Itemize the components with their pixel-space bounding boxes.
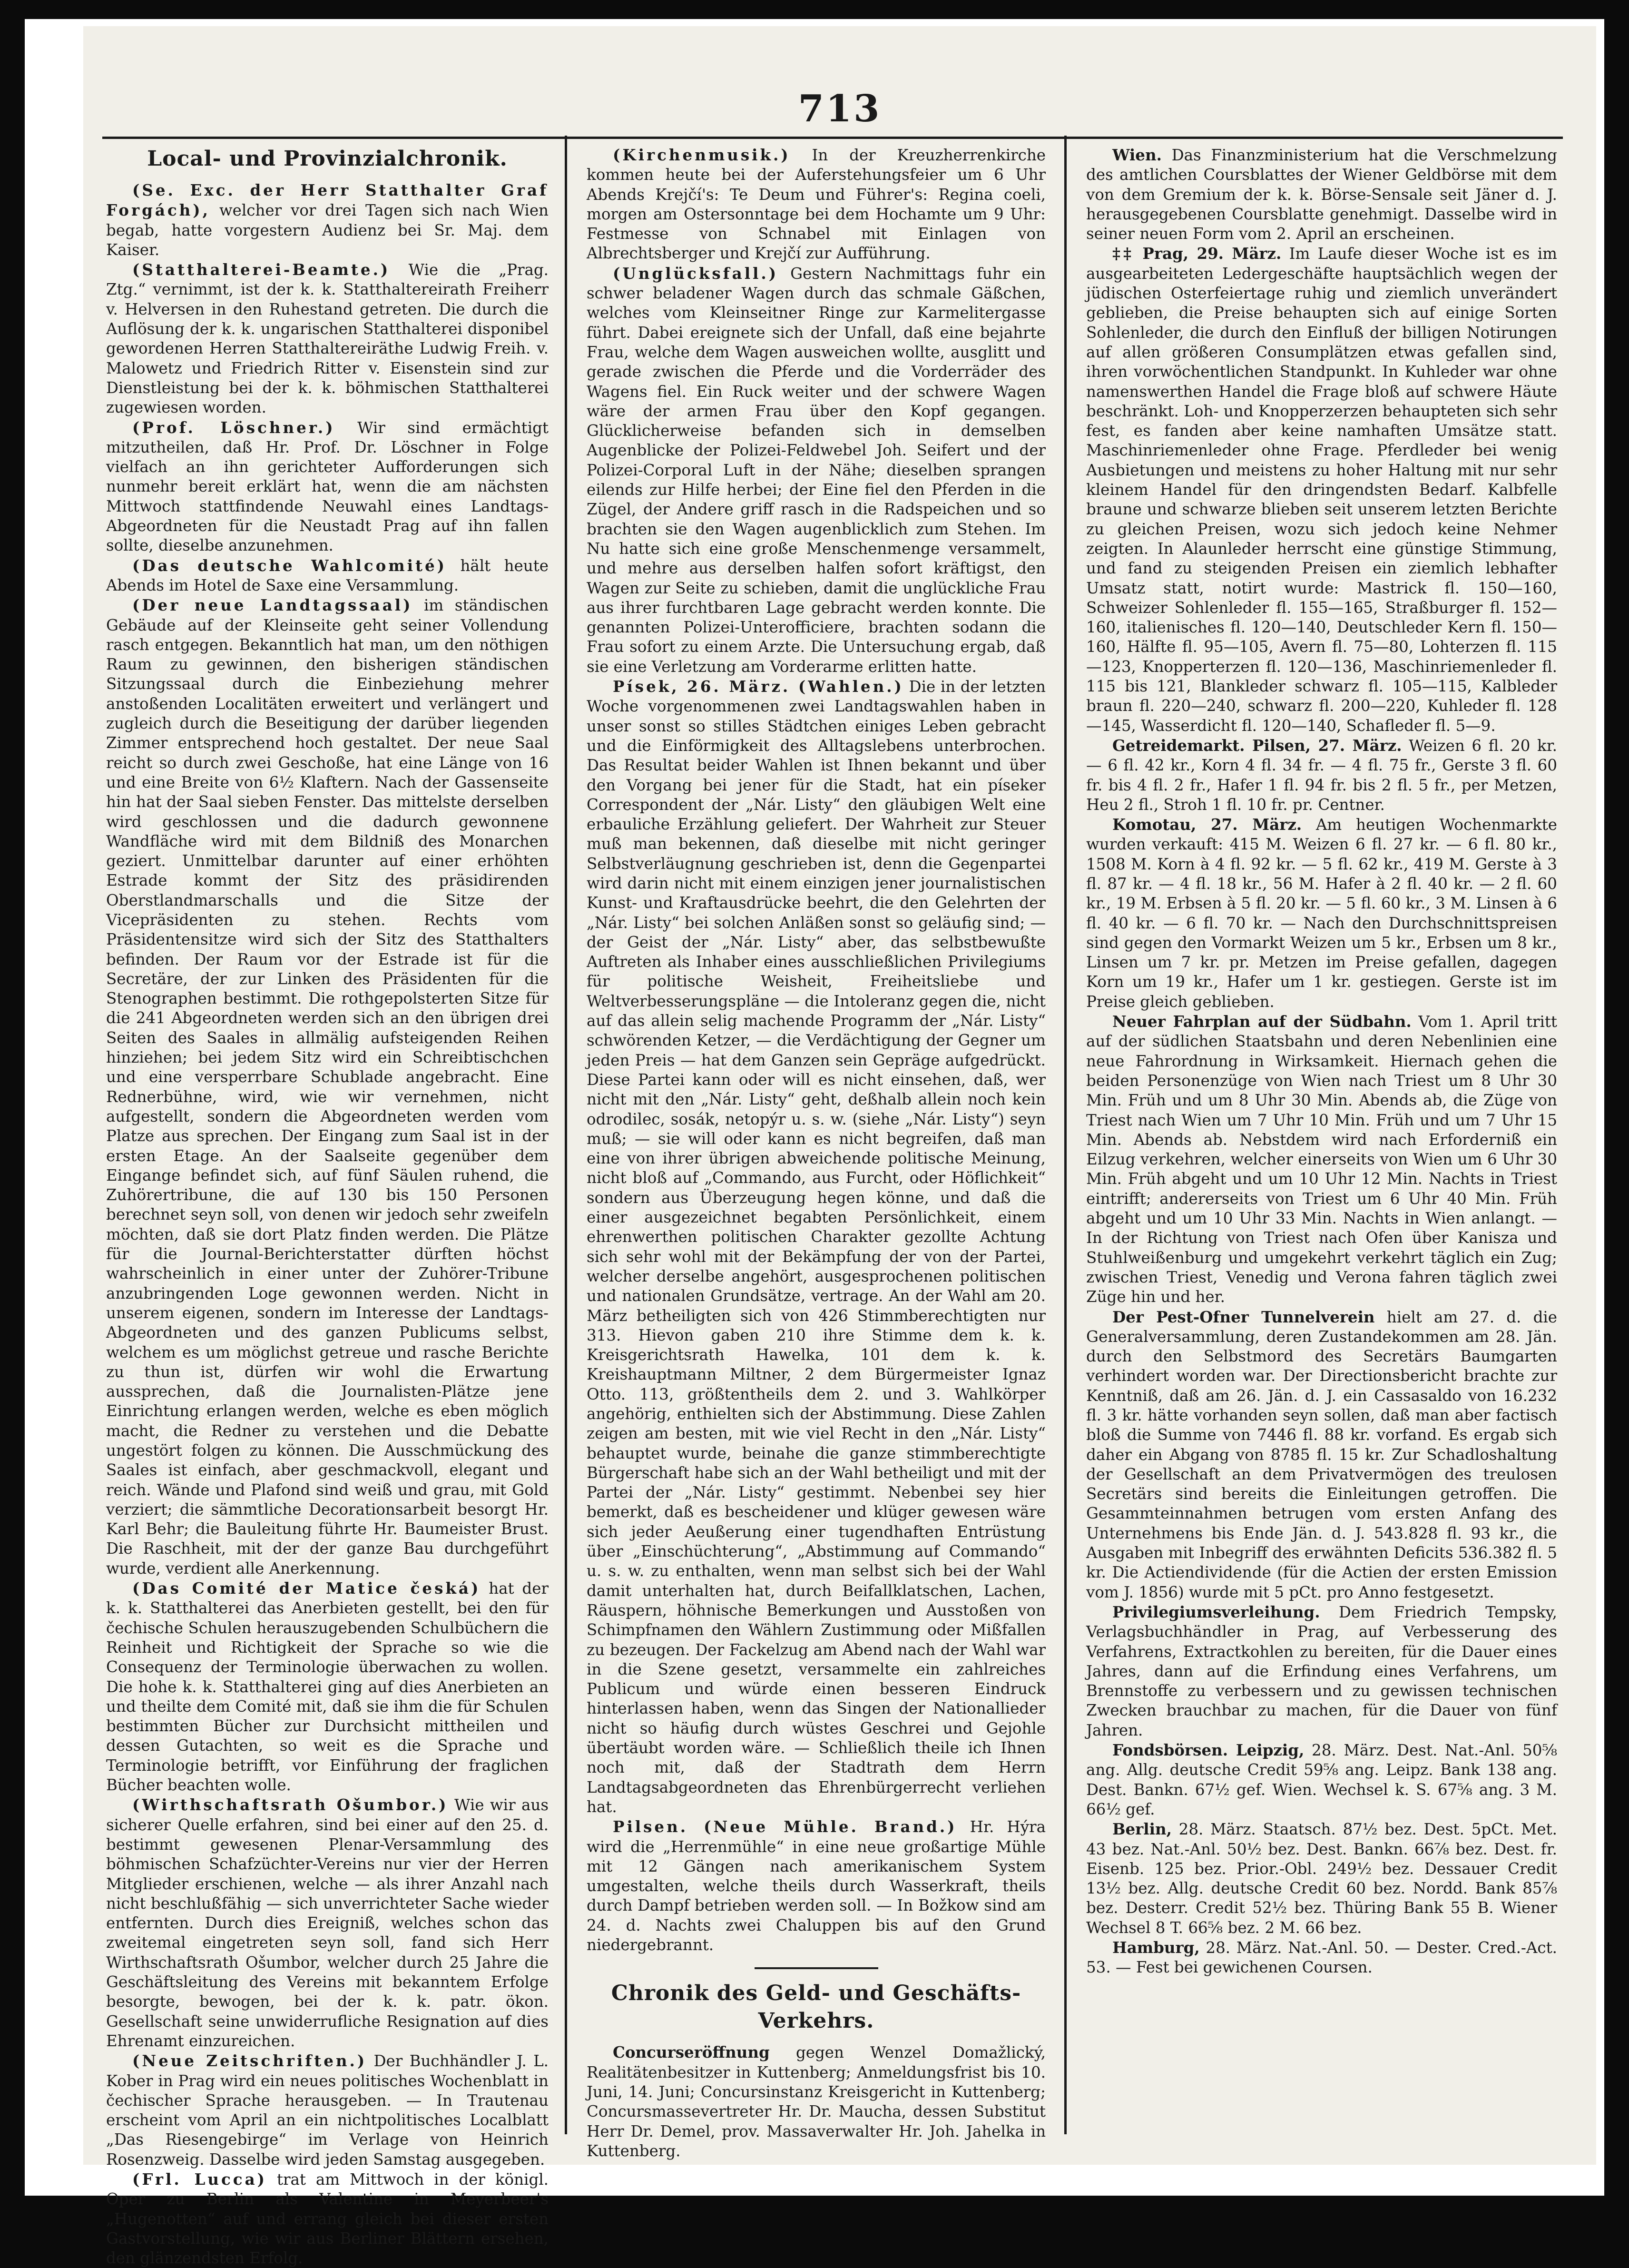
article bbox=[1086, 145, 1557, 244]
article-text: 28. März. Dest. Nat.-Anl. 50⅝ ang. Allg. deutsche Credit 59⅝ ang. Leipz. Bank 138 ang. Dest. Bankn. 67½ gef. Wien. Wechsel k. S. 67⅝ ang. 3 M. 66½ gef. bbox=[1086, 1741, 1557, 1818]
article bbox=[587, 264, 1046, 677]
article-text: Die in der letzten Woche vorgenommenen zwei Landtagswahlen haben in unser sonst so stilles Städtchen einiges Leben gebracht und die Einförmigkeit des Alltagslebens unterbrochen. Das Resultat beider Wahlen ist Ihnen bekannt und über den Vorgang bei jener für die Stadt, hat ein píseker Correspondent der „Nár. Listy“ den gläubigen Welt eine erbauliche Erzählung geliefert. Der Wahrheit zur Steuer muß man bekennen, daß dieselbe mit nicht geringer Selbstverläugnung geschrieben ist, denn die Gegenpartei wird darin nicht mit einem einzigen jener journalistischen Kunst- und Kraftausdrücke beehrt, die den Gelehrten der „Nár. Listy“ bei solchen Anläßen sonst so geläufig sind; — der Geist der „Nár. Listy“ aber, das selbstbewußte Auftreten als Inhaber eines ausschließlichen Privilegiums für politische Weisheit, Freiheitsliebe und Weltverbesserungspläne — die Intoleranz gegen die, nicht auf das allein selig machende Programm der „Nár. Listy“ schwörenden Ketzer, — die Verdächtigung der Gegner um jeden Preis — hat dem Ganzen sein Gepräge aufgedrückt. Diese Partei kann oder will es nicht einsehen, daß, wer nicht mit den „Nár. Listy“ geht, deßhalb allein noch kein odrodilec, sosák, netopýr u. s. w. (siehe „Nár. Listy“) seyn muß; — sie will oder kann es nicht begreifen, daß man eine von ihrer übrigen abweichende politische Meinung, nicht bloß auf „Commando, aus Furcht, oder Höflichkeit“ sondern aus Überzeugung hegen könne, und daß die einer ausgezeichnet begabten Persönlichkeit, einem ehrenwerthen politischen Charakter gezollte Achtung sich sehr wohl mit der Bekämpfung der von der Partei, welcher derselbe angehört, ausgesprochenen politischen und nationalen Grundsätze, vertrage. An der Wahl am 20. März betheiligten sich von 426 Stimmberechtigten nur 313. Hievon gaben 210 ihre Stimme dem k. k. Kreisgerichtsrath Hawelka, 101 dem k. k. Kreishauptmann Miltner, 2 dem Bürgermeister Ignaz Otto. 113, größtentheils dem 2. und 3. Wahlkörper angehörig, enthielten sich der Abstimmung. Diese Zahlen zeigen am besten, mit wie viel Recht in den „Nár. Listy“ behauptet wurde, beinahe die ganze stimmberechtigte Bürgerschaft habe sich an der Wahl betheiligt und mit der Partei der „Nár. Listy“ gestimmt. Nebenbei sey hier bemerkt, daß es bescheidener und klüger gewesen wäre sich jeder Aeußerung einer tugendhaften Entrüstung über „Einschüchterung“, „Abstimmung auf Commando“ u. s. w. zu enthalten, wenn man selbst sich bei der Wahl damit unterhalten hat, durch Beifallklatschen, Lachen, Räuspern, höhnische Bemerkungen und Ausstoßen von Schimpfnamen den Wählern Zustimmung oder Mißfallen zu bezeugen. Der Fackelzug am Abend nach der Wahl war in die Szene gesetzt, versammelte ein zahlreiches Publicum und würde einen besseren Eindruck hinterlassen haben, wenn das Singen der Nationallieder nicht so häufig durch wüstes Geschrei und Gejohle übertäubt worden wäre. — Schließlich theile ich Ihnen noch mit, daß der Stadtrath dem Herrn Landtagsabgeordneten das Ehrenbürgerrecht verliehen hat. bbox=[587, 678, 1046, 1816]
article bbox=[106, 1578, 549, 1795]
column-divider-1 bbox=[565, 136, 567, 2134]
article-concours bbox=[587, 2042, 1046, 2161]
article bbox=[1086, 1602, 1557, 1740]
column-local-chronicle bbox=[106, 145, 549, 2268]
article-text: Der Buchhändler J. L. Kober in Prag wird ein neues politisches Wochenblatt in čechischer Sprache herausgeben. — In Trautenau erscheint vom April an ein nichtpolitisches Localblatt „Das Riesengebirge“ im Verlage von Heinrich Rosenzweig. Dasselbe wird jeden Samstag ausgegeben. bbox=[106, 2052, 549, 2169]
article-lead: (Wirthschaftsrath Ošumbor.) bbox=[132, 1795, 449, 1814]
article-lead: Hamburg, bbox=[1112, 1938, 1200, 1957]
article bbox=[1086, 1740, 1557, 1819]
article-text: im ständischen Gebäude auf der Kleinseite geht seiner Vollendung rasch entgegen. Bekanntlich hat man, um den nöthigen Raum zu gewinnen, den bisherigen ständischen Sitzungssaal durch die Einbeziehung mehrer anstoßenden Localitäten erweitert und verlängert und zugleich durch die Beseitigung der darüber liegenden Zimmer entsprechend hoch gestaltet. Der neue Saal reicht so durch zwei Geschoße, hat eine Länge von 16 und eine Breite von 6½ Klaftern. Nach der Gassenseite hin hat der Saal sieben Fenster. Das mittelste derselben wird geschlossen und die dadurch gewonnene Wandfläche wird mit dem Bildniß des Monarchen geziert. Unmittelbar darunter auf einer erhöhten Estrade kommt der Sitz des präsidirenden Oberstlandmarschalls und die Sitze der Vicepräsidenten zu stehen. Rechts vom Präsidentensitze wird sich der Sitz des Statthalters befinden. Der Raum vor der Estrade ist für die Secretäre, der zur Linken des Präsidenten für die Stenographen bestimmt. Die rothgepolsterten Sitze für die 241 Abgeordneten werden sich an den übrigen drei Seiten des Saales in allmälig aufsteigenden Reihen hinziehen; bei jedem Sitz wird ein Schreibtischchen und eine versperrbare Schublade angebracht. Eine Rednerbühne, wird, wie wir vernehmen, nicht aufgestellt, sondern die Abgeordneten werden vom Platze aus sprechen. Der Eingang zum Saal ist in der ersten Etage. An der Saalseite gegenüber dem Eingange befindet sich, auf fünf Säulen ruhend, die Zuhörertribune, die auf 130 bis 150 Personen berechnet seyn soll, von denen wir jedoch sehr zweifeln möchten, daß sie dort Platz finden werden. Die Plätze für die Journal-Berichterstatter dürften höchst wahrscheinlich in einer unter der Zuhörer-Tribune anzubringenden Loge gewonnen werden. Nicht in unserem eigenen, sondern im Interesse der Landtags-Abgeordneten und des ganzen Publicums selbst, welchem es um möglichst getreue und rasche Berichte zu thun ist, dürfen wir wohl die Erwartung aussprechen, daß die Journalisten-Plätze jene Einrichtung erlangen werden, welche es eben möglich macht, die Redner zu verstehen und die Debatte ungestört folgen zu können. Die Ausschmückung des Saales ist einfach, aber geschmackvoll, elegant und reich. Wände und Plafond sind weiß und grau, mit Gold verziert; die sämmtliche Decorationsarbeit besorgt Hr. Karl Behr; die Bauleitung führte Hr. Baumeister Brust. Die Raschheit, mit der der ganze Bau durchgeführt wurde, verdient alle Anerkennung. bbox=[106, 596, 549, 1578]
column-business-news bbox=[1086, 145, 1557, 2134]
article bbox=[1086, 736, 1557, 815]
article-lead: (Statthalterei-Beamte.) bbox=[132, 260, 391, 279]
article-lead: Pilsen. (Neue Mühle. Brand.) bbox=[613, 1817, 957, 1836]
article bbox=[106, 180, 549, 260]
article-lead: (Prof. Löschner.) bbox=[132, 418, 335, 437]
article-text: Gestern Nachmittags fuhr ein schwer beladener Wagen durch das schmale Gäßchen, welches vom Kleinseitner Ringe zur Karmelitergasse führt. Dabei ereignete sich der Unfall, daß eine bejahrte Frau, welche dem Wagen ausweichen wollte, ausglitt und gerade zwischen die Pferde und die Vorderräder des Wagens fiel. Ein Ruck weiter und der schwere Wagen wäre der armen Frau über den Kopf gegangen. Glücklicherweise befanden sich in demselben Augenblicke der Polizei-Feldwebel Joh. Seifert und der Polizei-Corporal Luft in der Nähe; dieselben sprangen eilends zur Hilfe herbei; der Eine fiel den Pferden in die Zügel, der Andere griff rasch in die Radspeichen und so brachten sie den Wagen augenblicklich zum Stehen. Im Nu hatte sich eine große Menschenmenge versammelt, und mehre aus derselben halfen sofort kräftigst, den Wagen zur Seite zu schieben, damit die unglückliche Frau aus ihrer furchtbaren Lage gebracht werden konnte. Die genannten Polizei-Unterofficiere, brachten sodann die Frau sofort zu einem Arzte. Die Untersuchung ergab, daß sie eine Verletzung am Vorderarme erlitten hatte. bbox=[587, 264, 1046, 676]
article bbox=[106, 595, 549, 1578]
article bbox=[587, 677, 1046, 1817]
article-text: Vom 1. April tritt auf der südlichen Staatsbahn und deren Nebenlinien eine neue Fahrordnung in Wirksamkeit. Hiernach gehen die beiden Personenzüge von Wien nach Triest um 8 Uhr 30 Min. Früh und um 8 Uhr 30 Min. Abends ab, die Züge von Triest nach Wien um 7 Uhr 10 Min. Früh und um 7 Uhr 15 Min. Abends ab. Nebstdem wird nach Erforderniß ein Eilzug verkehren, welcher einerseits von Wien um 6 Uhr 30 Min. Früh abgeht und um 10 Uhr 12 Min. Nachts in Triest eintrifft; andererseits von Triest um 6 Uhr 40 Min. Früh abgeht und um 10 Uhr 33 Min. Nachts in Wien anlangt. — In der Richtung von Triest nach Ofen über Kanisza und Stuhlweißenburg und umgekehrt verkehrt täglich ein Zug; zwischen Triest, Venedig und Verona fahren täglich zwei Züge hin und her. bbox=[1086, 1013, 1557, 1306]
article bbox=[1086, 1819, 1557, 1938]
article-text: Das Finanzministerium hat die Verschmelzung des amtlichen Coursblattes der Wiener Geldbörse mit dem von dem Gremium der k. k. Börse-Sensale seit Jäner d. J. herausgegebenen Coursblatte genehmigt. Dasselbe wird in seiner neuen Form vom 2. April an erscheinen. bbox=[1086, 146, 1557, 243]
article bbox=[106, 2051, 549, 2169]
article-text: Weizen 6 fl. 20 kr. — 6 fl. 42 kr., Korn 4 fl. 34 fr. — 4 fl. 75 fr., Gerste 3 fl. 60 fr. bis 4 fl. 2 fr., Hafer 1 fl. 94 fr. bis 2 fl. 5 fr., per Metzen, Heu 2 fl., Stroh 1 fl. 10 fr. pr. Centner. bbox=[1086, 736, 1557, 814]
article-lead: (Se. Exc. der Herr Statthalter Graf Forgách), bbox=[106, 181, 549, 220]
section-rule bbox=[755, 1967, 878, 1969]
article-lead: (Kirchenmusik.) bbox=[613, 146, 791, 164]
article-text: hat der k. k. Statthalterei das Anerbieten gestellt, bei den für čechische Schulen herauszugebenden Schulbüchern die Reinheit und Richtigkeit der Sprache so wie die Consequenz der Terminologie überwachen zu wollen. Die hohe k. k. Statthalterei ging auf dies Anerbieten an und theilte dem Comité mit, daß sie ihm die für Schulen bestimmten Bücher zur Durchsicht mittheilen und dessen Gutachten, so weit es die Sprache und Terminologie betrifft, vor Einführung der fraglichen Bücher beachten wolle. bbox=[106, 1579, 549, 1795]
article-lead: Berlin, bbox=[1112, 1820, 1172, 1839]
article bbox=[1086, 1307, 1557, 1602]
article-lead: (Neue Zeitschriften.) bbox=[132, 2051, 367, 2071]
article bbox=[1086, 1012, 1557, 1307]
article bbox=[587, 1817, 1046, 1955]
article-text: hielt am 27. d. die Generalversammlung, deren Zustandekommen am 28. Jän. durch den Selbstmord des Secretärs Baumgarten verhindert worden war. Der Directionsbericht brachte zur Kenntniß, daß am 26. Jän. d. J. ein Cassasaldo von 16.232 fl. 3 kr. hätte vorhanden seyn sollen, daß man aber factisch bloß die Summe von 7446 fl. 88 kr. vorfand. Es ergab sich daher ein Abgang von 8785 fl. 15 kr. Zur Schadloshaltung der Gesellschaft an dem Privatvermögen des treulosen Secretärs sind bereits die Einleitungen getroffen. Die Gesammteinnahmen betrugen vom ersten Anfang des Unternehmens bis Ende Jän. d. J. 543.828 fl. 93 kr., die Ausgaben mit Inbegriff des erwähnten Deficits 536.382 fl. 5 kr. Die Actiendividende (für die Actien der ersten Emission vom J. 1856) wurde mit 5 pCt. pro Anno festgesetzt. bbox=[1086, 1308, 1557, 1601]
newspaper-page bbox=[83, 26, 1596, 2268]
article-list bbox=[106, 180, 549, 2268]
article bbox=[106, 1795, 549, 2051]
article-lead: Concurseröffnung bbox=[613, 2043, 770, 2062]
article-text: hält heute Abends im Hotel de Saxe eine Versammlung. bbox=[106, 556, 549, 594]
article-lead: Fondsbörsen. Leipzig, bbox=[1112, 1741, 1305, 1760]
article bbox=[106, 2169, 549, 2268]
article bbox=[106, 556, 549, 596]
article-lead: Komotau, 27. März. bbox=[1112, 815, 1302, 834]
page-number: 713 bbox=[798, 87, 882, 130]
article-text: Hr. Hýra wird die „Herrenmühle“ in eine neue großartige Mühle mit 12 Gängen nach amerikanischem System umgestalten, welche theils durch Wasserkraft, theils durch Dampf betrieben werden soll. — In Božkow sind am 24. d. Nachts zwei Chaluppen bis auf den Grund niedergebrannt. bbox=[587, 1818, 1046, 1954]
article-lead: (Frl. Lucca) bbox=[132, 2169, 267, 2189]
article-lead: Getreidemarkt. Pilsen, 27. März. bbox=[1112, 736, 1402, 755]
article-lead: (Der neue Landtagssaal) bbox=[132, 596, 413, 615]
section-title-money-business: Chronik des Geld- und Geschäfts-Verkehrs. bbox=[611, 1981, 1021, 2033]
article-list bbox=[1086, 145, 1557, 1978]
article bbox=[106, 418, 549, 556]
article-text: Wir sind ermächtigt mitzutheilen, daß Hr. Prof. Dr. Löschner in Folge vielfach an ihn gerichteter Aufforderungen sich nunmehr bereit erklärt hat, wenn die am nächsten Mittwoch stattfindende Neuwahl eines Landtags-Abgeordneten für die Neustadt Prag auf ihn fallen sollte, dieselbe anzunehmen. bbox=[106, 418, 549, 555]
article-text: trat am Mittwoch in der königl. Oper zu Berlin als Valentine in Meyerbeer's „Hugenotten“ auf und errang gleich bei dieser ersten Gastvorstellung, wie wir aus Berliner Blättern ersehen, den glänzendsten Erfolg. bbox=[106, 2170, 549, 2268]
article-text: 28. März. Staatsch. 87½ bez. Dest. 5pCt. Met. 43 bez. Nat.-Anl. 50½ bez. Dest. Bankn. 66⅞ bez. Dest. fr. Eisenb. 125 bez. Prior.-Obl. 249½ bez. Dessauer Credit 13½ bez. Allg. deutsche Credit 60 bez. Nordd. Bank 85⅞ bez. Desterr. Credit 52½ bez. Thüring Bank 55 B. Wiener Wechsel 8 T. 66⅝ bez. 2 M. 66 bez. bbox=[1086, 1820, 1557, 1937]
article-lead: Der Pest-Ofner Tunnelverein bbox=[1112, 1307, 1375, 1326]
column-divider-2 bbox=[1064, 136, 1067, 2134]
article-lead: (Unglücksfall.) bbox=[613, 264, 779, 283]
article-text: Im Laufe dieser Woche ist es im ausgearbeiteten Ledergeschäfte hauptsächlich wegen der jüdischen Osterfeiertage ruhig und ziemlich unverändert geblieben, die Preise behaupten sich auf einige Sorten Sohlenleder, die durch den Einfluß der billigen Notirungen auf allen größeren Consumplätzen etwas gefallen sind, ihren vorwöchentlichen Standpunkt. In Kuhleder war ohne namenswerthen Handel die Frage bloß auf schwere Häute beschränkt. Loh- und Knopperzerzen behaupteten sich sehr fest, es fanden aber keine namhaften Umsätze statt. Maschinriemenleder ohne Frage. Pferdleder bei wenig Ausbietungen und meistens zu hoher Haltung mit nur sehr kleinem Handel für den dringendsten Bedarf. Kalbfelle braune und schwarze blieben seit unserem letzten Berichte zu gleichen Preisen, wozu sich jedoch keine Nehmer zeigten. In Alaunleder herrscht eine günstige Stimmung, und fand zu steigenden Preisen ein ziemlich lebhafter Umsatz statt, notirt wurde: Mastrick fl. 150—160, Schweizer Sohlenleder fl. 155—165, Straßburger fl. 152—160, italienisches fl. 120—140, Deutschleder Kern fl. 150—160, Hälfte fl. 95—105, Avern fl. 75—80, Lohterzen fl. 115—123, Knopperterzen fl. 120—136, Maschinriemenleder fl. 115 bis 121, Blankleder schwarz fl. 105—115, Kalbleder braun fl. 220—240, schwarz fl. 200—220, Kuhleder fl. 128—145, Wasserdicht fl. 120—140, Schafleder fl. 5—9. bbox=[1086, 245, 1557, 735]
article-lead: (Das Comité der Matice česká) bbox=[132, 1579, 481, 1598]
article-lead: Privilegiumsverleihung. bbox=[1112, 1602, 1320, 1621]
article bbox=[1086, 815, 1557, 1012]
article-text: 28. März. Nat.-Anl. 50. — Dester. Cred.-Act. 53. — Fest bei gewichenen Coursen. bbox=[1086, 1939, 1557, 1977]
article-lead: (Das deutsche Wahlcomité) bbox=[132, 556, 447, 575]
article-text: Dem Friedrich Tempsky, Verlagsbuchhändler in Prag, auf Verbesserung des Verfahrens, Extractkohlen zu bereiten, für die Dauer eines Jahres, dann auf die Erfindung eines Verfahrens, um Brennstoffe zu verbessern und zu gewissen technischen Zwecken brauchbar zu machen, für die Dauer von fünf Jahren. bbox=[1086, 1603, 1557, 1739]
article-lead: Wien. bbox=[1112, 146, 1162, 164]
article-text: Wie die „Prag. Ztg.“ vernimmt, ist der k. k. Statthaltereirath Freiherr v. Helversen in den Ruhestand getreten. Die durch die Auflösung der k. k. ungarischen Statthalterei disponibel gewordenen Herren Statthaltereiräthe Ludwig Freih. v. Malowetz und Friedrich Ritter v. Eisenstein sind zur Dienstleistung bei der k. k. böhmischen Statthalterei zugewiesen worden. bbox=[106, 261, 549, 417]
article-text: gegen Wenzel Domažlický, Realitätenbesitzer in Kuttenberg; Anmeldungsfrist bis 10. Juni, 14. Juni; Concursinstanz Kreisgericht in Kuttenberg; Concursmassevertreter Hr. Dr. Maucha, dessen Substitut Herr Dr. Demel, prov. Massaverwalter Hr. Joh. Jahelka in Kuttenberg. bbox=[587, 2043, 1046, 2160]
article bbox=[587, 145, 1046, 264]
article-lead: Písek, 26. März. (Wahlen.) bbox=[613, 677, 904, 696]
column-chronicle-continued bbox=[587, 145, 1046, 2160]
article bbox=[106, 260, 549, 417]
top-rule bbox=[102, 137, 1563, 139]
article-lead: ‡‡ Prag, 29. März. bbox=[1112, 244, 1282, 263]
article-text: Wie wir aus sicherer Quelle erfahren, sind bei einer auf den 25. d. bestimmt gewesenen Plenar-Versammlung des böhmischen Schafzüchter-Vereins nur vier der Herren Mitglieder erschienen, welche — als ihrer Anzahl nach nicht beschlußfähig — sich unverrichteter Sache wieder entfernten. Durch dies Ereigniß, welches schon das zweitemal eingetreten seyn soll, fand sich Herr Wirthschaftsrath Ošumbor, welcher durch 25 Jahre die Geschäftsleitung des Vereins mit bekanntem Erfolge besorgte, bewogen, bei der k. k. patr. ökon. Gesellschaft seine unwiderrufliche Resignation auf dies Ehrenamt einzureichen. bbox=[106, 1796, 549, 2050]
section-title-local-chronicle: Local- und Provinzialchronik. bbox=[147, 147, 508, 171]
article bbox=[1086, 1938, 1557, 1978]
article-text: In der Kreuzherrenkirche kommen heute bei der Auferstehungsfeier um 6 Uhr Abends Krejčí's: Te Deum und Führer's: Regina coeli, morgen am Ostersonntage bei dem Hochamte um 9 Uhr: Festmesse von Schnabel mit Einlagen von Albrechtsberger und Krejčí zur Aufführung. bbox=[587, 146, 1046, 263]
article-lead: Neuer Fahrplan auf der Südbahn. bbox=[1112, 1012, 1412, 1031]
article-text: Am heutigen Wochenmarkte wurden verkauft: 415 M. Weizen 6 fl. 27 kr. — 6 fl. 80 kr., 1508 M. Korn à 4 fl. 92 kr. — 5 fl. 62 kr., 419 M. Gerste à 3 fl. 87 kr. — 4 fl. 18 kr., 56 M. Hafer à 2 fl. 40 kr. — 2 fl. 60 kr., 19 M. Erbsen à 5 fl. 20 kr. — 5 fl. 60 kr., 3 M. Linsen à 6 fl. 40 kr. — 6 fl. 70 kr. — Nach den Durchschnittspreisen sind gegen den Vormarkt Weizen um 5 kr., Erbsen um 8 kr., Linsen um 7 kr. pr. Metzen im Preise gefallen, dagegen Korn um 19 kr., Hafer um 1 kr. gestiegen. Gerste ist im Preise gleich geblieben. bbox=[1086, 816, 1557, 1011]
article-text: welcher vor drei Tagen sich nach Wien begab, hatte vorgestern Audienz bei Sr. Maj. dem Kaiser. bbox=[106, 201, 549, 259]
article-list bbox=[587, 145, 1046, 1955]
article bbox=[1086, 244, 1557, 735]
